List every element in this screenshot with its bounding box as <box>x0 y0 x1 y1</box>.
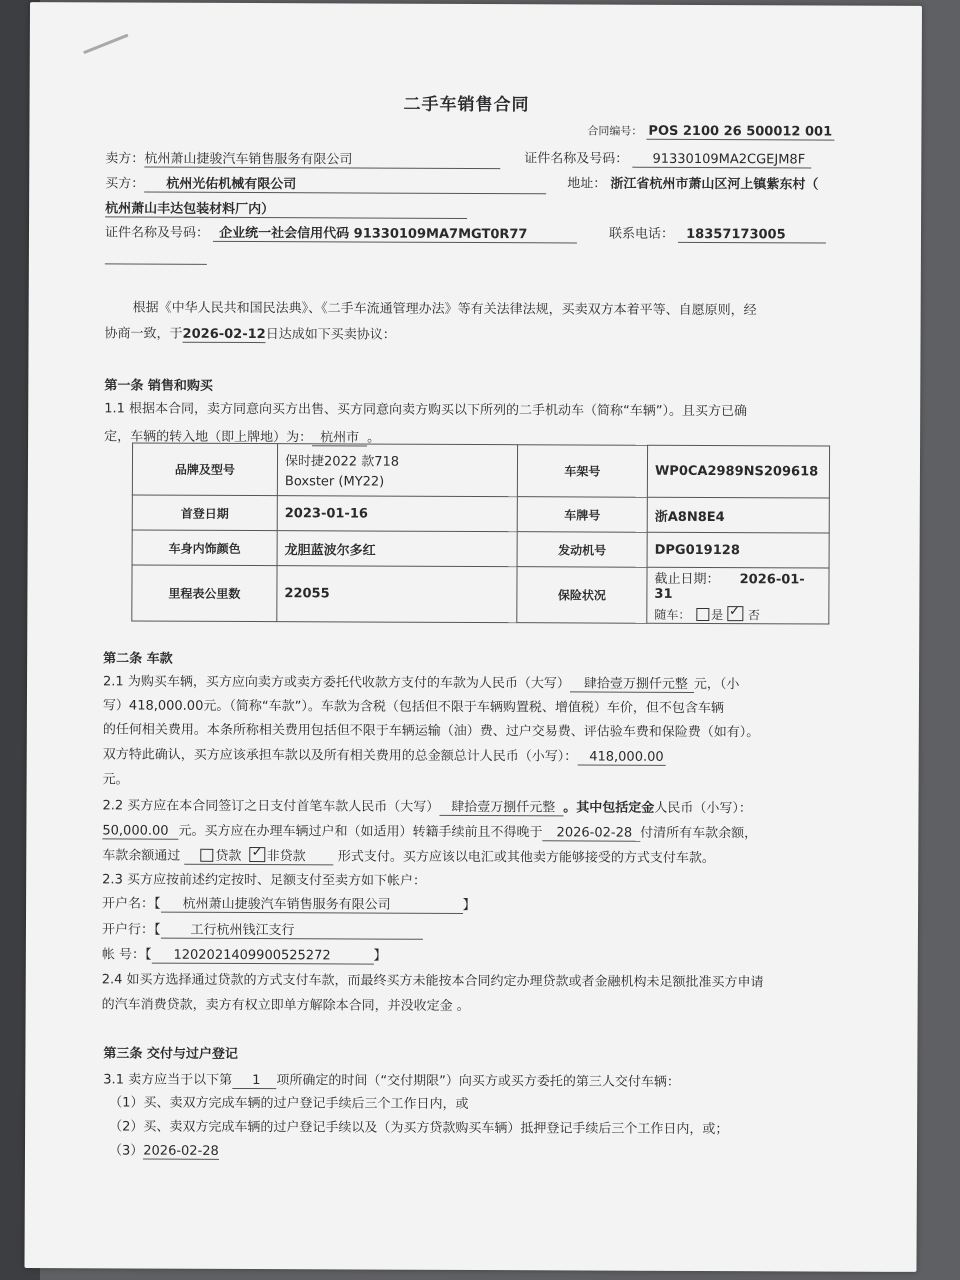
with-car-no-checkbox[interactable] <box>727 606 743 621</box>
insurance-label: 保险状况 <box>517 567 647 624</box>
delivery-post: 项所确定的时间（“交付期限”）向买方或买方委托的第三人交付车辆： <box>276 1073 680 1090</box>
loan-label: 贷款 <box>215 848 242 864</box>
address-row <box>567 172 818 192</box>
insurance-deadline-row <box>654 568 821 603</box>
with-car-yes-checkbox[interactable] <box>696 608 709 621</box>
table-row <box>132 495 829 533</box>
account-name: 杭州萧山捷骏汽车销售服务有限公司 <box>161 893 463 914</box>
price-post: 元，（小 <box>693 676 740 693</box>
contract-number: POS 2100 26 500012 001 <box>646 124 834 141</box>
article-2-2-line-1 <box>102 794 751 817</box>
account-name-row <box>102 892 476 914</box>
document-title: 二手车销售合同 <box>403 94 530 116</box>
account-bank-label: 开户行：【 <box>101 922 161 938</box>
article-2-4-line-2: 的汽车消费贷款，卖方有权立即单方解除本合同，并没收定金 。 <box>101 997 470 1014</box>
first-reg-value: 2023-01-16 <box>277 496 517 532</box>
with-car-row <box>654 606 821 624</box>
mileage-value: 22055 <box>277 566 517 623</box>
total-pre: 双方特此确认，买方应该承担车款以及所有相关费用的总金额总计人民币（小写）： <box>102 747 578 765</box>
account-bank-row <box>102 918 423 939</box>
mileage-label: 里程表公里数 <box>132 565 277 622</box>
first-payment-post: 人民币（小写）： <box>654 800 752 817</box>
buyer-name: 杭州光佑机械有限公司 <box>144 173 546 195</box>
article-2-2-line-2 <box>102 819 757 842</box>
deadline-post: 付清所有车款余额， <box>640 825 758 842</box>
account-number-row <box>102 943 387 964</box>
buyer-row <box>105 172 546 194</box>
payment-mode-pre: 车款余额通过 <box>102 848 181 864</box>
buyer-id: 企业统一社会信用代码 91330109MA7MGT0R77 <box>213 222 577 244</box>
total-amount: 418,000.00 <box>577 749 666 765</box>
article-1-1-line-1: 1.1 根据本合同，卖方同意向买方出售、买方同意向卖方购买以下所列的二手机动车（简称“车辆”）。且买方已确 <box>104 401 748 420</box>
article-3-1 <box>103 1068 680 1091</box>
bracket-close: 】 <box>462 897 476 914</box>
article-1-title: 第一条 销售和购买 <box>104 378 213 394</box>
address-line-2: 杭州萧山丰达包装材料厂内） <box>105 197 467 219</box>
agreement-date: 2026-02-12 <box>182 326 266 343</box>
article-2-1-line-5: 元。 <box>102 772 129 788</box>
deposit-label: 。其中包括定金 <box>563 800 655 816</box>
color-value: 龙胆蓝波尔多红 <box>277 531 517 567</box>
non-loan-label: 非贷款 <box>266 849 306 865</box>
article-3-option-3 <box>109 1139 219 1159</box>
brand-label: 品牌及型号 <box>132 443 277 496</box>
article-3-option-1: （1）买、卖双方完成车辆的过户登记手续后三个工作日内，或 <box>109 1095 469 1112</box>
insurance-deadline: 2026-01-31 <box>654 572 805 602</box>
intro-line-2 <box>105 322 396 343</box>
seller-label: 卖方： <box>105 151 145 167</box>
contract-number-label: 合同编号： <box>587 124 643 138</box>
engine-label: 发动机号 <box>517 532 647 568</box>
account-number-label: 帐 号：【 <box>101 947 152 963</box>
delivery-item: 1 <box>232 1073 276 1089</box>
blank-underline <box>105 263 207 264</box>
seller-id-label: 证件名称及号码： <box>524 151 629 167</box>
intro-post: 日达成如下买卖协议： <box>265 327 396 343</box>
table-row <box>132 530 829 568</box>
vin-value: WP0CA2989NS209618 <box>647 445 829 498</box>
seller-row <box>105 147 500 169</box>
account-name-label: 开户名：【 <box>102 896 161 912</box>
article-2-4-line-1: 2.4 如买方选择通过贷款的方式支付车款，而最终买方未能按本合同约定办理贷款或者金融机构未足额批准买方申请 <box>101 972 764 991</box>
article-2-2-line-3 <box>102 844 715 867</box>
seller-id-row <box>524 147 811 168</box>
article-3-title: 第三条 交付与过户登记 <box>103 1046 238 1062</box>
plate-value: 浙A8N8E4 <box>647 497 829 533</box>
phone-number: 18357173005 <box>678 227 826 244</box>
account-bank: 工行杭州钱江支行 <box>160 919 422 940</box>
staple-mark <box>83 34 129 55</box>
phone-row <box>609 223 826 244</box>
transfer-city: 杭州市 <box>312 426 367 446</box>
payment-deadline: 2026-02-28 <box>543 825 641 841</box>
phone-label: 联系电话： <box>608 226 675 242</box>
first-payment-pre: 2.2 买方应在本合同签订之日支付首笔车款人民币（大写） <box>102 798 440 815</box>
transfer-post: 。 <box>367 430 381 446</box>
first-reg-label: 首登日期 <box>132 495 277 531</box>
account-number: 1202021409900525272 <box>151 948 373 965</box>
article-3-option-2: （2）买、卖双方完成车辆的过户登记手续以及（为买方贷款购买车辆）抵押登记手续后三个工作日内，或； <box>109 1119 729 1138</box>
address-line-2-row <box>105 197 467 219</box>
seller-id: 91330109MA2CGEJM8F <box>632 152 811 169</box>
buyer-id-row <box>105 221 577 243</box>
with-car-label: 随车： <box>654 607 691 622</box>
article-2-title: 第二条 车款 <box>103 651 173 667</box>
table-row <box>132 443 829 498</box>
payment-mode-post: 形式支付。买方应该以电汇或其他卖方能够接受的方式支付车款。 <box>337 849 715 867</box>
option-3-date: 2026-02-28 <box>143 1143 219 1159</box>
article-2-1-line-2: 写）418,000.00元。（简称“车款”）。车款为含税（包括但不限于车辆购置税、增值税）车价，但不包含车辆 <box>102 698 724 717</box>
seller-name: 杭州萧山捷骏汽车销售服务有限公司 <box>144 148 500 170</box>
article-2-1-line-1 <box>103 670 739 693</box>
price-pre: 2.1 为购买车辆，买方应向卖方或卖方委托代收款方支付的车款为人民币（大写） <box>103 674 570 692</box>
bracket-close: 】 <box>373 948 387 964</box>
buyer-id-label: 证件名称及号码： <box>104 225 210 241</box>
table-row <box>132 565 829 624</box>
vin-label: 车架号 <box>517 445 647 498</box>
intro-line-1: 根据《中华人民共和国民法典》、《二手车流通管理办法》等有关法律法规，买卖双方本着平等、自愿原则，经 <box>132 300 757 319</box>
buyer-label: 买方： <box>105 176 145 192</box>
insurance-value <box>647 567 829 624</box>
loan-checkbox[interactable] <box>200 849 213 862</box>
brand-value <box>277 444 517 497</box>
deposit-amount: 50,000.00 <box>102 823 178 839</box>
with-car-yes-label: 是 <box>711 608 724 623</box>
intro-pre: 协商一致，于 <box>104 326 183 342</box>
first-payment-words: 肆拾壹万捌仟元整 <box>439 796 563 817</box>
engine-value: DPG019128 <box>647 532 829 568</box>
transfer-pre: 定，车辆的转入地（即上牌地）为： <box>104 429 313 446</box>
brand-line-1: 保时捷2022 款718 <box>284 454 400 470</box>
option-3-prefix: （3） <box>108 1143 144 1159</box>
address-label: 地址： <box>567 176 607 192</box>
vehicle-info-table <box>131 443 830 625</box>
with-car-no-label: 否 <box>747 608 760 623</box>
delivery-pre: 3.1 卖方应当于以下第 <box>103 1072 233 1088</box>
non-loan-checkbox[interactable] <box>250 847 266 862</box>
payment-mode-options <box>184 845 333 866</box>
article-2-1-line-4 <box>103 743 666 765</box>
contract-number-row <box>587 122 834 140</box>
brand-line-2: Boxster (MY22) <box>284 474 385 490</box>
insurance-deadline-label: 截止日期： <box>654 571 720 588</box>
article-2-3: 2.3 买方应按前述约定按时、足额支付至卖方如下帐户： <box>102 872 427 889</box>
plate-label: 车牌号 <box>517 497 647 533</box>
address-line-1: 浙江省杭州市萧山区河上镇紫东村（ <box>610 176 819 193</box>
color-label: 车身内饰颜色 <box>132 530 277 566</box>
deadline-pre: 元。买方应在办理车辆过户和（如适用）转籍手续前且不得晚于 <box>178 823 543 841</box>
contract-document <box>24 2 922 1272</box>
article-2-1-line-3: 的任何相关费用。本条所称相关费用包括但不限于车辆运输（油）费、过户交易费、评估验车费和保险费（如有）。 <box>102 722 760 741</box>
price-in-words: 肆拾壹万捌仟元整 <box>570 672 694 693</box>
